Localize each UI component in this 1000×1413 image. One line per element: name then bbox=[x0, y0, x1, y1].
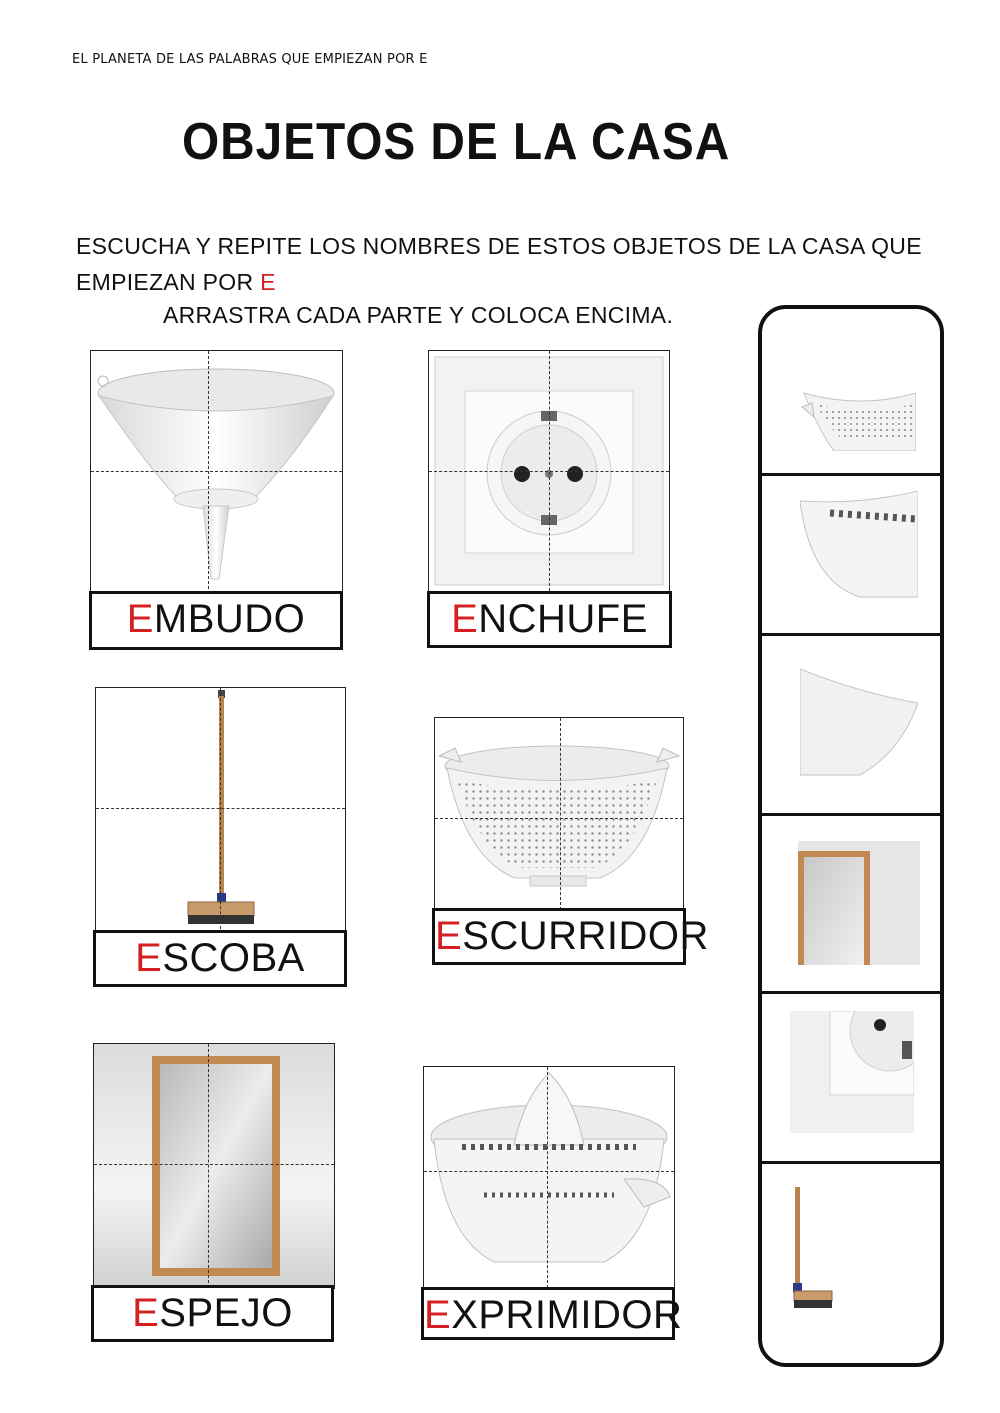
funnel-icon bbox=[91, 351, 342, 594]
mirror-piece-icon bbox=[798, 841, 920, 965]
puzzle-pieces-panel bbox=[758, 305, 944, 1367]
word-label-enchufe bbox=[427, 591, 672, 648]
socket-photo bbox=[428, 350, 670, 592]
instruction-line: ESCUCHA Y REPITE LOS NOMBRES DE ESTOS OBJETOS DE LA CASA QUE EMPIEZAN POR bbox=[76, 233, 922, 295]
worksheet-header: EL PLANETA DE LAS PALABRAS QUE EMPIEZAN POR E bbox=[72, 52, 428, 67]
mirror-icon bbox=[94, 1044, 334, 1288]
piece-slot bbox=[762, 309, 940, 476]
colander-photo bbox=[434, 717, 684, 911]
broom-piece-icon bbox=[790, 1187, 834, 1315]
word-label-escoba bbox=[93, 930, 347, 987]
page-title: OBJETOS DE LA CASA bbox=[182, 113, 731, 171]
socket-piece[interactable] bbox=[790, 1011, 914, 1133]
broom-photo bbox=[95, 687, 346, 935]
socket-piece-icon bbox=[790, 1011, 914, 1133]
word-label-exprimidor bbox=[421, 1287, 683, 1340]
word-label-espejo bbox=[91, 1285, 334, 1342]
word-rest: SPEJO bbox=[159, 1291, 293, 1335]
first-letter: E bbox=[424, 1293, 452, 1337]
piece-slot bbox=[762, 1161, 940, 1367]
funnel-piece-icon bbox=[800, 663, 918, 781]
mirror-photo bbox=[93, 1043, 335, 1289]
colander-piece-icon bbox=[800, 379, 916, 451]
funnel-photo bbox=[90, 350, 343, 595]
word-rest: SCURRIDOR bbox=[462, 914, 709, 958]
instruction-letter: E bbox=[260, 269, 276, 295]
word-label-escurridor bbox=[432, 908, 709, 965]
piece-slot bbox=[762, 633, 940, 816]
word-rest: XPRIMIDOR bbox=[451, 1293, 683, 1337]
juicer-icon bbox=[424, 1067, 674, 1288]
colander-piece[interactable] bbox=[800, 379, 916, 451]
piece-slot bbox=[762, 813, 940, 994]
first-letter: E bbox=[132, 1291, 160, 1335]
piece-slot bbox=[762, 991, 940, 1164]
drag-instruction: ARRASTRA CADA PARTE Y COLOCA ENCIMA. bbox=[163, 302, 674, 328]
first-letter: E bbox=[135, 936, 163, 980]
mirror-piece[interactable] bbox=[798, 841, 920, 965]
juicer-photo bbox=[423, 1066, 675, 1289]
word-label-embudo bbox=[89, 591, 343, 650]
word-rest: MBUDO bbox=[153, 597, 306, 641]
first-letter: E bbox=[451, 597, 479, 641]
juicer-piece[interactable] bbox=[800, 491, 918, 603]
piece-slot bbox=[762, 473, 940, 636]
instruction-text bbox=[76, 228, 956, 300]
first-letter: E bbox=[435, 914, 463, 958]
funnel-piece[interactable] bbox=[800, 663, 918, 781]
juicer-piece-icon bbox=[800, 491, 918, 603]
word-rest: NCHUFE bbox=[478, 597, 648, 641]
colander-icon bbox=[435, 718, 683, 910]
broom-piece[interactable] bbox=[790, 1187, 834, 1315]
word-rest: SCOBA bbox=[162, 936, 305, 980]
first-letter: E bbox=[126, 597, 154, 641]
